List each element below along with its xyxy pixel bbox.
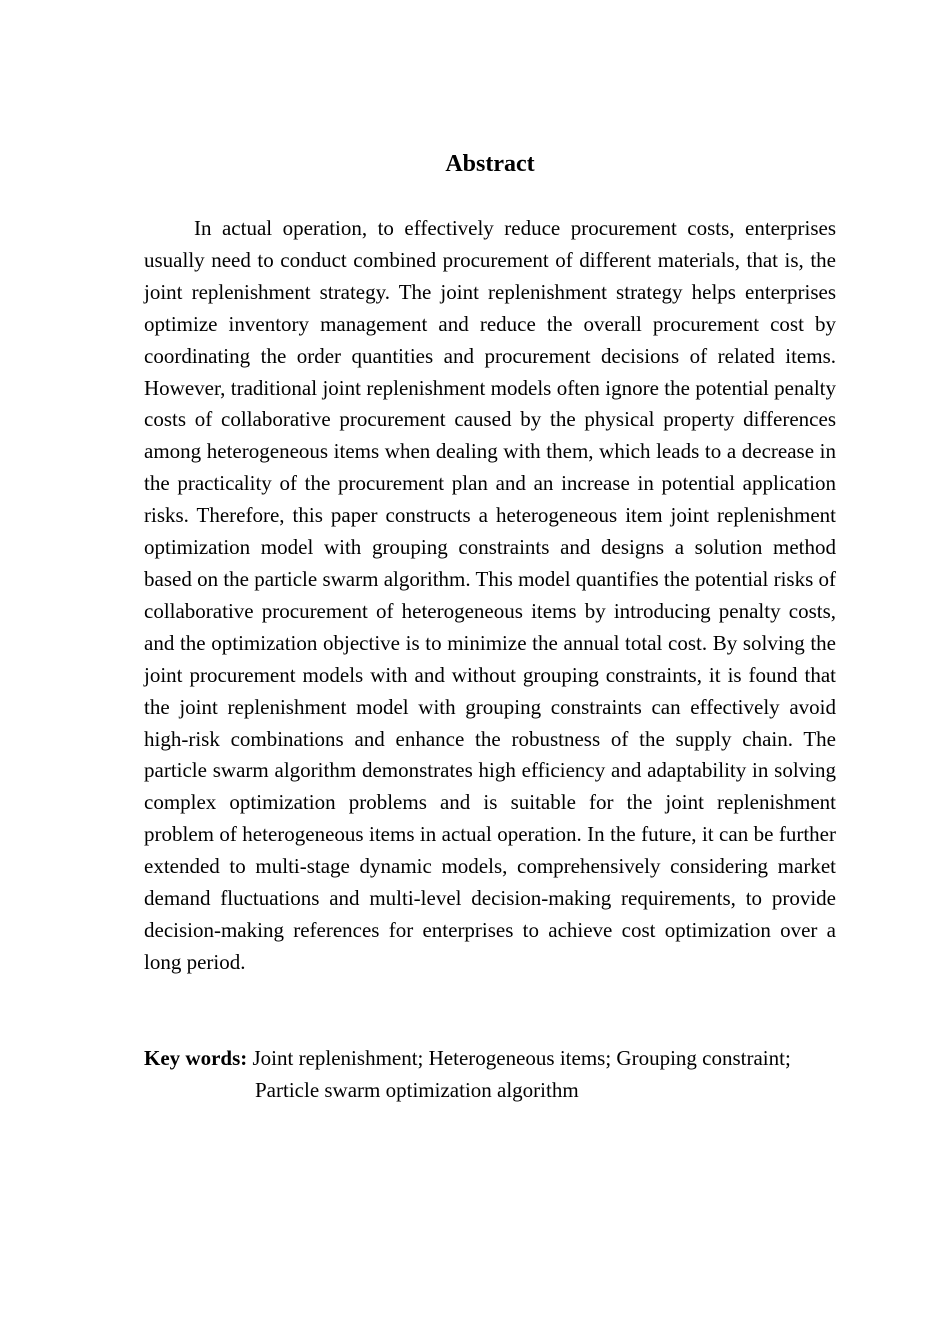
- page-title: Abstract: [445, 151, 535, 177]
- abstract-paragraph: In actual operation, to effectively reduce procurement costs, enterprises usually need to conduct combined procurement of different materials, that is, the joint replenishment strategy. The joint replenishment strategy helps enterprises optimize inventory management and reduce the overall procurement cost by coordinating the order quantities and procurement decisions of related items. However, traditional joint replenishment models often ignore the potential penalty costs of collaborative procurement caused by the physical property differences among heterogeneous items when dealing with them, which leads to a decrease in the practicality of the procurement plan and an increase in potential application risks. Therefore, this paper constructs a heterogeneous item joint replenishment optimization model with grouping constraints and designs a solution method based on the particle swarm algorithm. This model quantifies the potential risks of collaborative procurement of heterogeneous items by introducing penalty costs, and the optimization objective is to minimize the annual total cost. By solving the joint procurement models with and without grouping constraints, it is found that the joint replenishment model with grouping constraints can effectively avoid high-risk combinations and enhance the robustness of the supply chain. The particle swarm algorithm demonstrates high efficiency and adaptability in solving complex optimization problems and is suitable for the joint replenishment problem of heterogeneous items in actual operation. In the future, it can be further extended to multi-stage dynamic models, comprehensively considering market demand fluctuations and multi-level decision-making requirements, to provide decision-making references for enterprises to achieve cost optimization over a long period.: [144, 216, 836, 974]
- keywords-line-1: Joint replenishment; Heterogeneous items; Grouping constraint;: [252, 1046, 791, 1070]
- keywords-label: Key words:: [144, 1046, 248, 1070]
- keywords-line-2: Particle swarm optimization algorithm: [255, 1078, 579, 1102]
- keywords-section: [144, 1042, 844, 1106]
